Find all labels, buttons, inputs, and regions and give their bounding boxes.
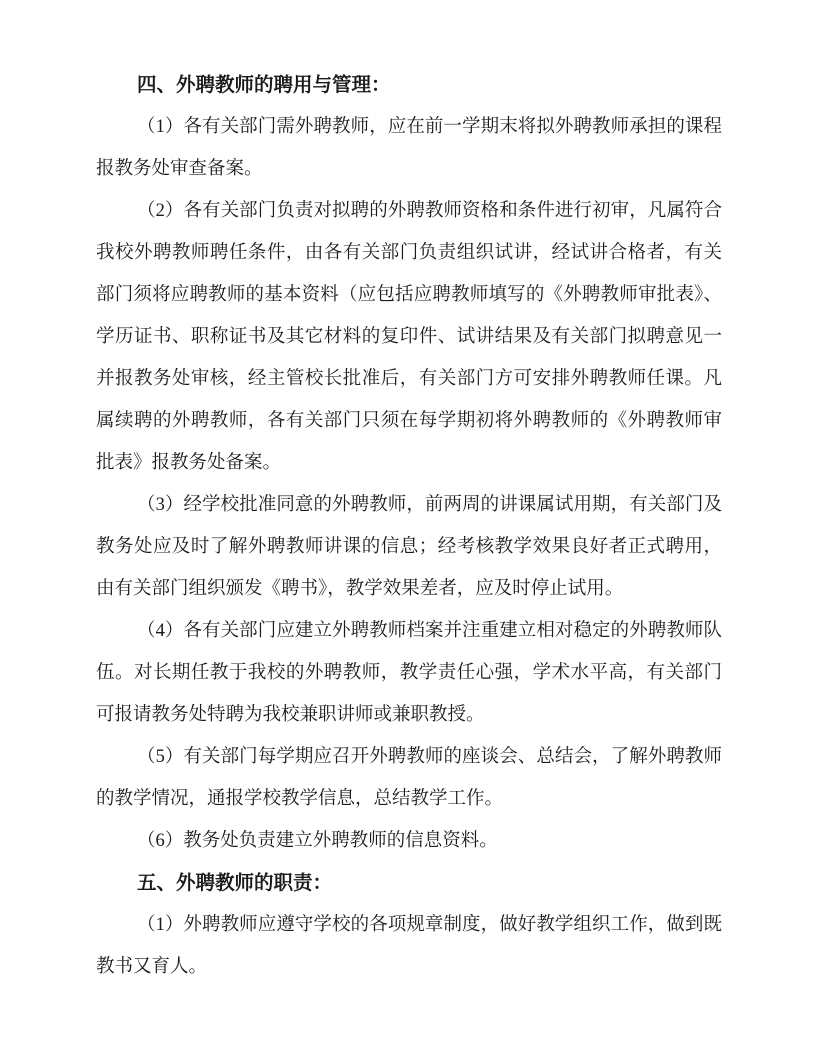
document-line: （1）外聘教师应遵守学校的各项规章制度，做好教学组织工作，做到既 <box>137 915 722 935</box>
document-line: 教书又育人。 <box>96 957 208 977</box>
document-line: 我校外聘教师聘任条件，由各有关部门负责组织试讲，经试讲合格者，有关 <box>96 243 722 263</box>
document-line: 可报请教务处特聘为我校兼职讲师或兼职教授。 <box>96 705 485 725</box>
document-line: 批表》报教务处备案。 <box>96 453 282 473</box>
document-line: （6）教务处负责建立外聘教师的信息资料。 <box>137 831 498 851</box>
section-heading-5: 五、外聘教师的职责： <box>137 872 333 894</box>
document-line: 并报教务处审核，经主管校长批准后，有关部门方可安排外聘教师任课。凡 <box>96 369 722 389</box>
section-heading-4: 四、外聘教师的聘用与管理： <box>137 74 391 96</box>
document-line: 的教学情况，通报学校教学信息，总结教学工作。 <box>96 789 504 809</box>
document-line: 报教务处审查备案。 <box>96 159 263 179</box>
document-line: 学历证书、职称证书及其它材料的复印件、试讲结果及有关部门拟聘意见一 <box>96 327 722 347</box>
document-line: （1）各有关部门需外聘教师，应在前一学期末将拟外聘教师承担的课程 <box>137 117 722 137</box>
document-line: （4）各有关部门应建立外聘教师档案并注重建立相对稳定的外聘教师队 <box>137 621 722 641</box>
document-line: 由有关部门组织颁发《聘书》，教学效果差者，应及时停止试用。 <box>96 579 624 599</box>
document-body <box>96 64 722 988</box>
document-line: 教务处应及时了解外聘教师讲课的信息；经考核教学效果良好者正式聘用， <box>96 537 722 557</box>
document-line: 部门须将应聘教师的基本资料（应包括应聘教师填写的《外聘教师审批表》、 <box>96 285 722 305</box>
document-line: 伍。对长期任教于我校的外聘教师，教学责任心强，学术水平高，有关部门 <box>96 663 722 683</box>
document-line: （2）各有关部门负责对拟聘的外聘教师资格和条件进行初审，凡属符合 <box>137 201 722 221</box>
document-line: 属续聘的外聘教师，各有关部门只须在每学期初将外聘教师的《外聘教师审 <box>96 411 722 431</box>
document-line: （3）经学校批准同意的外聘教师，前两周的讲课属试用期，有关部门及 <box>137 495 722 515</box>
document-line: （5）有关部门每学期应召开外聘教师的座谈会、总结会，了解外聘教师 <box>137 747 722 767</box>
